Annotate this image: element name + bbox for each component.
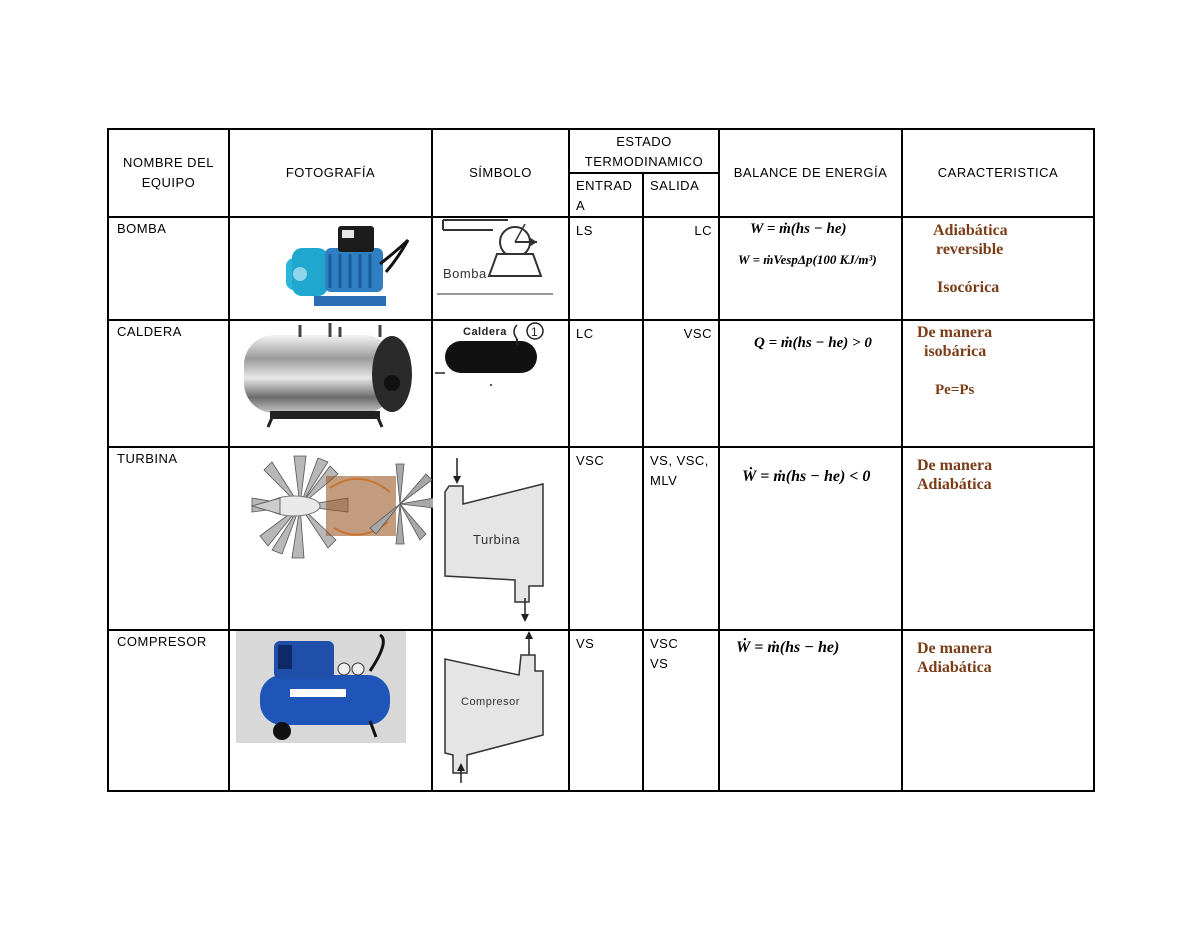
equipment-name: TURBINA bbox=[108, 447, 229, 630]
header-caracteristica: CARACTERISTICA bbox=[902, 129, 1094, 217]
symbol-label: Compresor bbox=[461, 696, 520, 708]
characteristic-cell bbox=[902, 217, 1094, 320]
header-entrada: ENTRAD A bbox=[569, 173, 643, 217]
salida-value: VS bbox=[650, 656, 669, 671]
salida-value: MLV bbox=[650, 473, 678, 488]
header-balance: BALANCE DE ENERGÍA bbox=[719, 129, 902, 217]
characteristic-text: Adiabática bbox=[917, 476, 992, 493]
salida-value: LC bbox=[643, 217, 719, 320]
salida-value: VS, VSC, bbox=[650, 453, 709, 468]
symbol-cell bbox=[432, 217, 569, 320]
balance-equation: Ẇ = ṁ(hs − he) bbox=[736, 639, 840, 656]
photo-cell bbox=[229, 630, 432, 791]
characteristic-text: Adiabática bbox=[933, 222, 1008, 239]
pump-symbol-icon bbox=[433, 218, 570, 316]
characteristic-cell bbox=[902, 320, 1094, 447]
balance-equation: W = ṁ(hs − he) bbox=[750, 221, 847, 237]
symbol-label: Bomba bbox=[443, 266, 487, 281]
balance-equation: Ẇ = ṁ(hs − he) < 0 bbox=[742, 468, 871, 485]
characteristic-text: De manera bbox=[917, 324, 993, 341]
characteristic-text: De manera bbox=[917, 640, 993, 657]
header-nombre: NOMBRE DEL EQUIPO bbox=[108, 129, 229, 217]
turbine-engine-photo bbox=[230, 448, 433, 568]
characteristic-text: isobárica bbox=[924, 343, 987, 360]
header-fotografia: FOTOGRAFÍA bbox=[229, 129, 432, 217]
equipment-name: COMPRESOR bbox=[108, 630, 229, 791]
characteristic-text: reversible bbox=[936, 241, 1004, 258]
balance-cell bbox=[719, 320, 902, 447]
header-simbolo: SÍMBOLO bbox=[432, 129, 569, 217]
symbol-cell bbox=[432, 447, 569, 630]
photo-cell bbox=[229, 447, 432, 630]
symbol-number: 1 bbox=[531, 325, 539, 339]
photo-cell bbox=[229, 217, 432, 320]
header-salida: SALIDA bbox=[643, 173, 719, 217]
salida-cell bbox=[643, 447, 719, 630]
equipment-name: BOMBA bbox=[108, 217, 229, 320]
turbine-symbol-icon bbox=[433, 448, 570, 626]
photo-cell bbox=[229, 320, 432, 447]
characteristic-text: Isocórica bbox=[937, 279, 1000, 296]
symbol-cell bbox=[432, 630, 569, 791]
header-estado: ESTADO TERMODINAMICO bbox=[569, 129, 719, 173]
salida-value: VSC bbox=[643, 320, 719, 447]
boiler-symbol-icon bbox=[433, 321, 570, 443]
characteristic-text: De manera bbox=[917, 457, 993, 474]
balance-cell bbox=[719, 217, 902, 320]
symbol-label: Caldera bbox=[463, 326, 507, 338]
equipment-table bbox=[107, 128, 1095, 792]
salida-cell bbox=[643, 630, 719, 791]
characteristic-cell bbox=[902, 630, 1094, 791]
characteristic-text: Pe=Ps bbox=[935, 382, 975, 398]
boiler-photo bbox=[230, 321, 433, 431]
characteristic-cell bbox=[902, 447, 1094, 630]
balance-equation: Q = ṁ(hs − he) > 0 bbox=[754, 335, 872, 351]
equipment-name: CALDERA bbox=[108, 320, 229, 447]
symbol-cell bbox=[432, 320, 569, 447]
salida-value: VSC bbox=[650, 636, 679, 651]
compressor-symbol-icon bbox=[433, 631, 570, 787]
entrada-value: LC bbox=[569, 320, 643, 447]
characteristic-text: Adiabática bbox=[917, 659, 992, 676]
entrada-value: VS bbox=[569, 630, 643, 791]
air-compressor-photo bbox=[230, 631, 433, 747]
entrada-value: LS bbox=[569, 217, 643, 320]
balance-equation: W = ṁVespΔp(100 KJ/m³) bbox=[738, 252, 877, 267]
symbol-label: Turbina bbox=[473, 532, 521, 547]
balance-cell bbox=[719, 630, 902, 791]
balance-cell bbox=[719, 447, 902, 630]
entrada-value: VSC bbox=[569, 447, 643, 630]
water-pump-photo bbox=[230, 218, 433, 316]
